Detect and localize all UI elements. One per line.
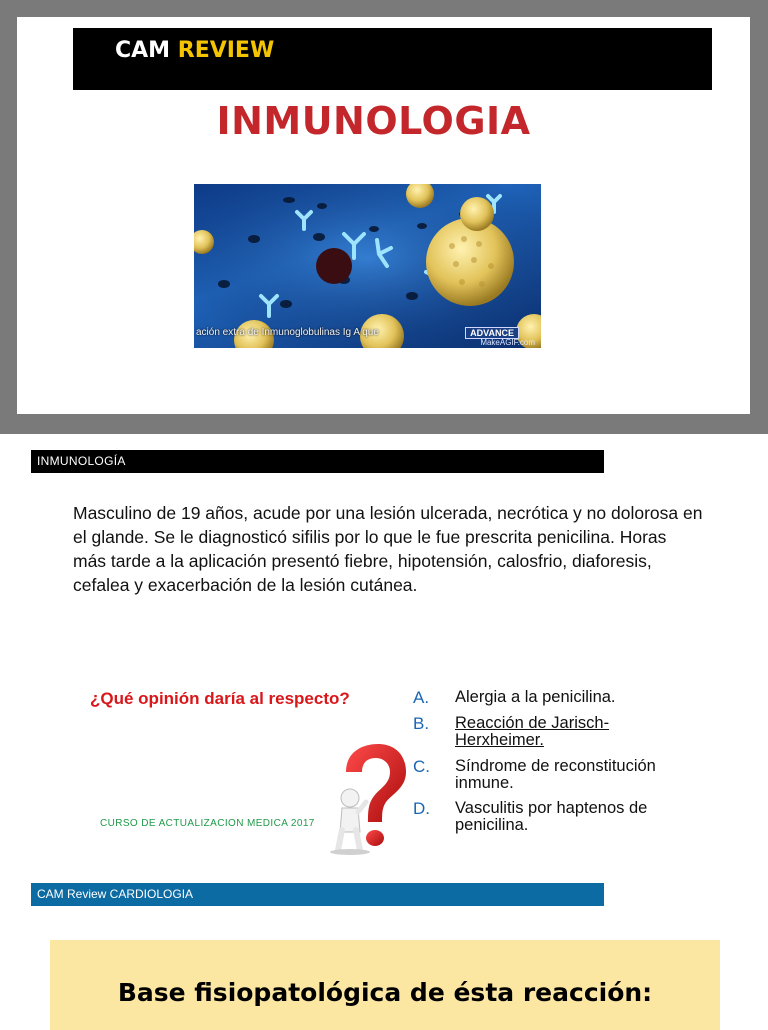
topic-label: INMUNOLOGÍA [37, 454, 126, 468]
slide-title: INMUNOLOGIA [216, 99, 531, 143]
cardiology-footer-label: CAM Review CARDIOLOGIA [37, 887, 194, 901]
course-label: CURSO DE ACTUALIZACION MEDICA 2017 [100, 818, 315, 829]
slide-1 [17, 17, 750, 414]
option-text: Síndrome de reconstitución inmune. [455, 757, 656, 792]
brand-main: CAM [115, 38, 171, 63]
option-text: Reacción de Jarisch-Herxheimer. [455, 714, 610, 749]
option-letter: A. [413, 688, 430, 707]
option-text: Vasculitis por haptenos de penicilina. [455, 799, 648, 834]
image-caption: ación extra de Inmunoglobulinas Ig A que [196, 327, 379, 338]
option-text: Alergia a la penicilina. [455, 688, 616, 706]
option-letter: C. [413, 757, 430, 776]
image-watermark: MakeAGIF.com [480, 338, 535, 347]
clinical-case-text: Masculino de 19 años, acude por una lesión ulcerada, necrótica y no dolorosa en el glande. Se le diagnosticó sifilis por lo que le fue prescrita penicilina. Horas más tarde a la aplicación presentó fiebre, hipotensión, calosfrio, diaforesis, cefalea y exacerbación de la lesión cutánea. [73, 503, 703, 595]
brand-accent: REVIEW [177, 38, 275, 63]
option-letter: D. [413, 799, 430, 818]
question-mark-figure-icon [322, 742, 408, 856]
slide-3 [50, 940, 720, 1030]
cardiology-footer-bar [31, 883, 604, 906]
question-text: ¿Qué opinión daría al respecto? [90, 689, 350, 708]
option-letter: B. [413, 714, 430, 733]
advance-badge: ADVANCE [465, 327, 519, 339]
cam-review-header [73, 28, 712, 90]
cells-illustration [194, 184, 541, 348]
slide-1-frame [0, 0, 768, 434]
brand-title [115, 38, 274, 63]
immunology-animation-image [194, 184, 541, 348]
topic-header-bar [31, 450, 604, 473]
slide-3-title: Base fisiopatológica de ésta reacción: [117, 978, 653, 1007]
